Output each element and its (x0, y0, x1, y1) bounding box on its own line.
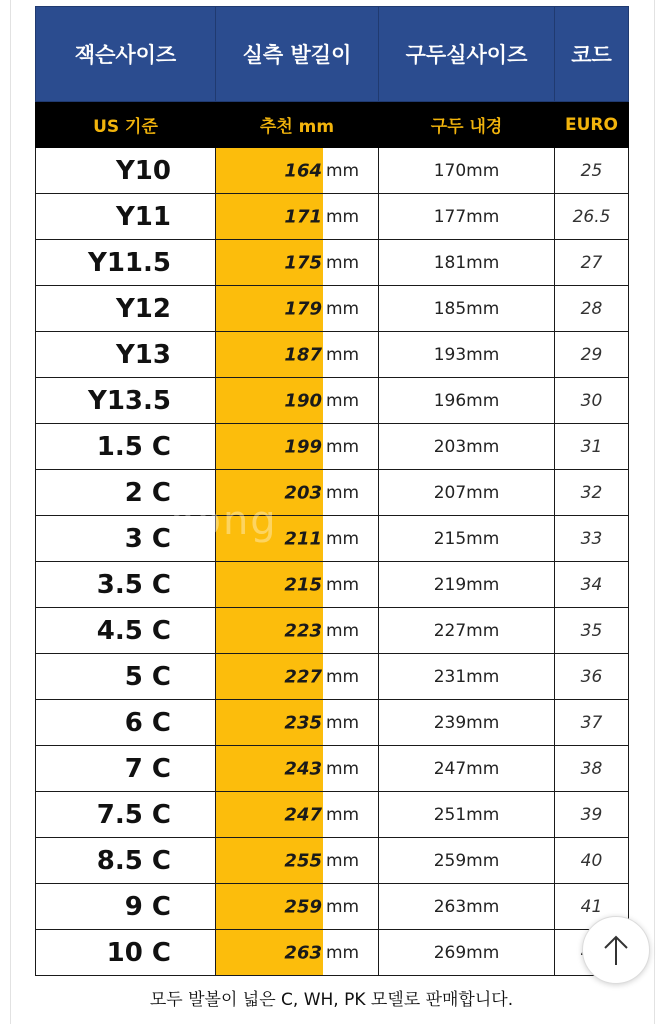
size-cell: Y11 (36, 194, 216, 240)
table-row (36, 286, 629, 332)
foot-length-value: 263 (284, 942, 322, 963)
table-row (36, 194, 629, 240)
shoe-inner-cell: 185mm (379, 286, 555, 332)
foot-length-unit: mm (326, 896, 360, 917)
size-cell: 6 C (36, 700, 216, 746)
foot-length-cell (216, 792, 379, 838)
foot-length-cell (216, 516, 379, 562)
foot-length-value: 175 (284, 252, 322, 273)
foot-length-unit: mm (326, 298, 360, 319)
euro-code-cell: 41 (555, 884, 629, 930)
size-cell: Y12 (36, 286, 216, 332)
foot-length-value: 235 (284, 712, 322, 733)
foot-length-value: 243 (284, 758, 322, 779)
table-row (36, 148, 629, 194)
euro-code-cell: 26.5 (555, 194, 629, 240)
shoe-inner-cell: 219mm (379, 562, 555, 608)
euro-code-cell: 39 (555, 792, 629, 838)
euro-code-cell: 40 (555, 838, 629, 884)
foot-length-value: 187 (284, 344, 322, 365)
euro-code-cell: 31 (555, 424, 629, 470)
euro-code-cell: 38 (555, 746, 629, 792)
subheader-us-standard: US 기준 (36, 102, 216, 148)
foot-length-cell (216, 240, 379, 286)
foot-length-unit: mm (326, 160, 360, 181)
foot-length-value: 215 (284, 574, 322, 595)
size-cell: 10 C (36, 930, 216, 976)
shoe-inner-cell: 269mm (379, 930, 555, 976)
size-cell: Y13 (36, 332, 216, 378)
euro-code-cell: 29 (555, 332, 629, 378)
foot-length-unit: mm (326, 942, 360, 963)
shoe-inner-cell: 193mm (379, 332, 555, 378)
euro-code-cell: 34 (555, 562, 629, 608)
size-cell: 1.5 C (36, 424, 216, 470)
size-cell: 3.5 C (36, 562, 216, 608)
header-shoe-size: 구두실사이즈 (379, 7, 555, 102)
shoe-inner-cell: 203mm (379, 424, 555, 470)
euro-code-cell: 37 (555, 700, 629, 746)
euro-code-cell: 27 (555, 240, 629, 286)
table-row (36, 470, 629, 516)
foot-length-cell (216, 930, 379, 976)
header-jackson-size: 잭슨사이즈 (36, 7, 216, 102)
size-cell: Y10 (36, 148, 216, 194)
table-body (36, 148, 629, 976)
foot-length-value: 164 (284, 160, 322, 181)
foot-length-cell (216, 608, 379, 654)
subheader-row (36, 102, 629, 148)
table-row (36, 838, 629, 884)
scroll-to-top-button[interactable] (582, 916, 650, 984)
shoe-inner-cell: 177mm (379, 194, 555, 240)
table-row (36, 378, 629, 424)
foot-length-value: 171 (284, 206, 322, 227)
size-cell: Y11.5 (36, 240, 216, 286)
foot-length-cell (216, 332, 379, 378)
size-cell: 9 C (36, 884, 216, 930)
foot-length-unit: mm (326, 436, 360, 457)
size-cell: 8.5 C (36, 838, 216, 884)
header-foot-length: 실측 발길이 (216, 7, 379, 102)
shoe-inner-cell: 251mm (379, 792, 555, 838)
foot-length-value: 203 (284, 482, 322, 503)
watermark: oong (170, 498, 278, 544)
foot-length-unit: mm (326, 620, 360, 641)
foot-length-unit: mm (326, 850, 360, 871)
frame-right-border (654, 0, 655, 1024)
foot-length-unit: mm (326, 758, 360, 779)
foot-length-unit: mm (326, 528, 360, 549)
table-row (36, 516, 629, 562)
table-row (36, 930, 629, 976)
table-row (36, 240, 629, 286)
foot-length-unit: mm (326, 252, 360, 273)
size-cell: Y13.5 (36, 378, 216, 424)
euro-code-cell: 28 (555, 286, 629, 332)
foot-length-value: 199 (284, 436, 322, 457)
foot-length-cell (216, 378, 379, 424)
shoe-inner-cell: 215mm (379, 516, 555, 562)
table-row (36, 608, 629, 654)
foot-length-value: 247 (284, 804, 322, 825)
foot-length-unit: mm (326, 804, 360, 825)
foot-length-unit: mm (326, 344, 360, 365)
foot-length-value: 227 (284, 666, 322, 687)
footer-note: 모두 발볼이 넓은 C, WH, PK 모델로 판매합니다. (149, 990, 514, 1010)
table-row (36, 746, 629, 792)
foot-length-unit: mm (326, 390, 360, 411)
table-row (36, 700, 629, 746)
euro-code-cell: 32 (555, 470, 629, 516)
foot-length-value: 223 (284, 620, 322, 641)
table-row (36, 654, 629, 700)
shoe-inner-cell: 227mm (379, 608, 555, 654)
foot-length-cell (216, 194, 379, 240)
foot-length-value: 259 (284, 896, 322, 917)
table-row (36, 792, 629, 838)
shoe-inner-cell: 170mm (379, 148, 555, 194)
table-row (36, 562, 629, 608)
euro-code-cell: 35 (555, 608, 629, 654)
foot-length-cell (216, 838, 379, 884)
header-code: 코드 (555, 7, 629, 102)
foot-length-cell (216, 654, 379, 700)
subheader-euro: EURO (555, 102, 629, 148)
foot-length-cell (216, 424, 379, 470)
euro-code-cell: 36 (555, 654, 629, 700)
shoe-inner-cell: 247mm (379, 746, 555, 792)
shoe-inner-cell: 263mm (379, 884, 555, 930)
foot-length-unit: mm (326, 666, 360, 687)
frame-left-border (10, 0, 11, 1024)
arrow-up-icon (601, 933, 631, 967)
foot-length-unit: mm (326, 574, 360, 595)
size-cell: 7.5 C (36, 792, 216, 838)
shoe-inner-cell: 231mm (379, 654, 555, 700)
foot-length-value: 190 (284, 390, 322, 411)
foot-length-cell (216, 700, 379, 746)
foot-length-cell (216, 148, 379, 194)
table-row (36, 332, 629, 378)
size-chart-table (35, 6, 629, 976)
header-row (36, 7, 629, 102)
subheader-recommended-mm: 추천 mm (216, 102, 379, 148)
table-row (36, 884, 629, 930)
euro-code-cell: 30 (555, 378, 629, 424)
euro-code-cell: 25 (555, 148, 629, 194)
shoe-inner-cell: 207mm (379, 470, 555, 516)
foot-length-value: 179 (284, 298, 322, 319)
table-row (36, 424, 629, 470)
shoe-inner-cell: 181mm (379, 240, 555, 286)
foot-length-cell (216, 286, 379, 332)
size-cell: 4.5 C (36, 608, 216, 654)
size-cell: 5 C (36, 654, 216, 700)
shoe-inner-cell: 239mm (379, 700, 555, 746)
euro-code-cell: 33 (555, 516, 629, 562)
foot-length-cell (216, 562, 379, 608)
foot-length-unit: mm (326, 482, 360, 503)
foot-length-cell (216, 470, 379, 516)
foot-length-cell (216, 746, 379, 792)
subheader-inner-length: 구두 내경 (379, 102, 555, 148)
foot-length-value: 255 (284, 850, 322, 871)
foot-length-unit: mm (326, 206, 360, 227)
size-cell: 7 C (36, 746, 216, 792)
size-cell: 2 C (36, 470, 216, 516)
foot-length-unit: mm (326, 712, 360, 733)
foot-length-cell (216, 884, 379, 930)
foot-length-value: 211 (284, 528, 322, 549)
shoe-inner-cell: 259mm (379, 838, 555, 884)
shoe-inner-cell: 196mm (379, 378, 555, 424)
size-cell: 3 C (36, 516, 216, 562)
